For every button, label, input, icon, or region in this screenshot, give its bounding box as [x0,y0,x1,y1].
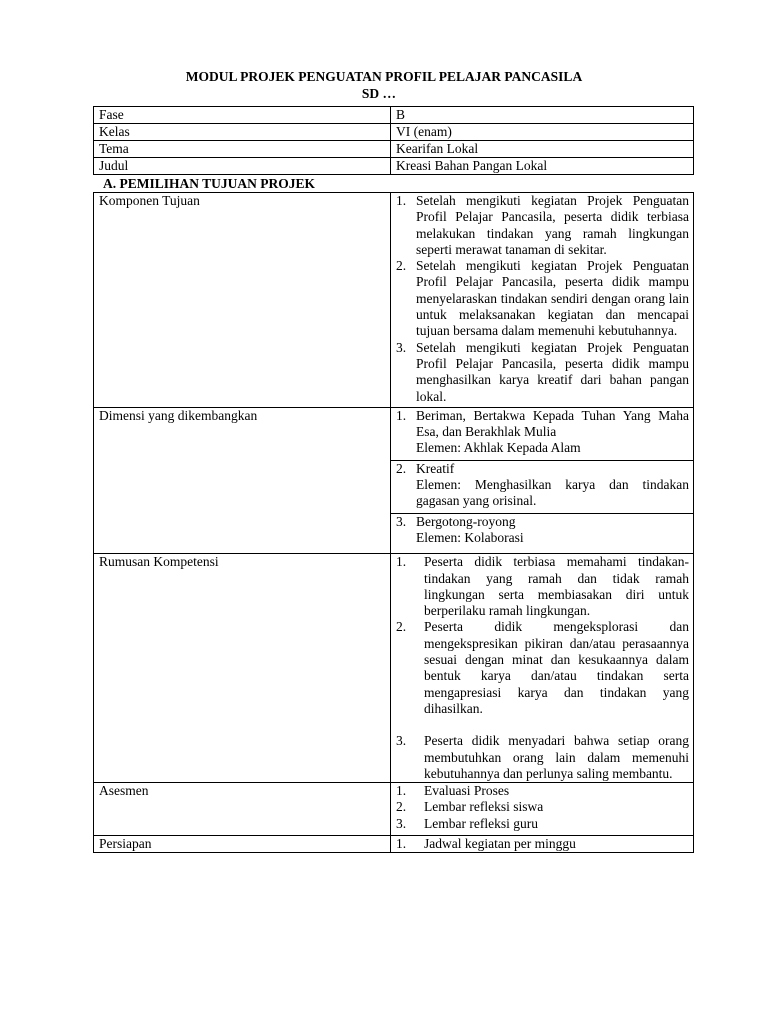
list-item [396,836,689,852]
row-rumusan [94,554,694,783]
list-text: Jadwal kegiatan per minggu [424,835,576,851]
list-item [396,799,689,815]
info-value: Kreasi Bahan Pangan Lokal [391,158,694,175]
title-line-1: MODUL PROJEK PENGUATAN PROFIL PELAJAR PANCASILA [185,69,583,84]
list-number: 1. [396,193,407,208]
info-value: Kearifan Lokal [391,141,694,158]
row-label: Rumusan Kompetensi [94,554,391,783]
list-number: 1. [396,835,407,851]
info-row-judul [94,158,694,175]
info-label: Kelas [94,124,391,141]
list-number: 3. [396,513,407,529]
row-label: Asesmen [94,783,391,836]
list-number: 3. [396,733,407,749]
komponen-list [396,193,689,405]
row-persiapan [94,835,694,852]
objectives-table [93,192,694,853]
list-item [396,783,689,799]
info-row-tema [94,141,694,158]
list-text: Peserta didik mengeksplorasi dan mengekspresikan pikiran dan/atau perasaannya sesuai dengan minat dan kesukaannya dalam bentuk karya dan/atau tindakan serta mengapresiasi karya dan tindakan yang dihasilkan. [424,619,689,716]
list-item [396,733,689,782]
list-item [396,461,689,510]
persiapan-list [396,836,689,852]
dimensi-element: Elemen: Akhlak Kepada Alam [416,440,581,456]
list-text: Setelah mengikuti kegiatan Projek Penguatan Profil Pelajar Pancasila, peserta didik mampu menyelaraskan tindakan sendiri dengan orang lain untuk melaksanakan kegiatan dan mencapai tujuan bersama dalam memenuhi kebutuhannya. [416,258,689,339]
row-content [391,835,694,852]
dimensi-list [396,408,689,457]
row-asesmen [94,783,694,836]
list-item [396,619,689,717]
dimensi-name: Kreatif [416,460,455,476]
dimensi-element: Elemen: Kolaborasi [416,529,524,545]
list-text: Setelah mengikuti kegiatan Projek Penguatan Profil Pelajar Pancasila, peserta didik mampu menghasilkan karya kreatif dari bahan pangan lokal. [416,339,689,404]
info-row-fase [94,107,694,124]
dimensi-block [391,461,693,514]
dimensi-list [396,461,689,510]
list-item [396,554,689,619]
spacer [396,717,689,733]
row-content [391,554,694,783]
list-text: Evaluasi Proses [424,783,510,799]
list-item [396,816,689,832]
asesmen-list [396,783,689,832]
list-text: Lembar refleksi guru [424,815,538,831]
list-text: Setelah mengikuti kegiatan Projek Penguatan Profil Pelajar Pancasila, peserta didik terbiasa melakukan tindakan yang ramah lingkungan seperti merawat tanaman di sekitar. [416,193,689,257]
rumusan-list [396,554,689,717]
list-text: Peserta didik terbiasa memahami tindakan-tindakan yang ramah dan tidak ramah lingkungan serta membiasakan diri untuk berperilaku ramah lingkungan. [424,554,689,619]
list-item [396,340,689,405]
list-number: 2. [396,619,407,635]
row-content [391,783,694,836]
info-value: B [391,107,694,124]
list-number: 3. [396,815,407,831]
info-row-kelas [94,124,694,141]
info-label: Tema [94,141,391,158]
info-value: VI (enam) [391,124,694,141]
list-text: Peserta didik menyadari bahwa setiap orang membutuhkan orang lain dalam memenuhi kebutuhannya dan perlunya saling membantu. [424,733,689,781]
list-number: 2. [396,258,407,274]
section-heading: A. PEMILIHAN TUJUAN PROJEK [103,176,316,191]
info-label: Judul [94,158,391,175]
row-komponen-tujuan [94,193,694,408]
list-number: 1. [396,554,407,570]
list-item [396,514,689,547]
dimensi-list [396,514,689,547]
list-number: 3. [396,339,407,355]
list-number: 2. [396,799,407,815]
info-label: Fase [94,107,391,124]
row-label: Dimensi yang dikembangkan [94,407,391,553]
list-number: 1. [396,407,407,423]
dimensi-block [391,514,693,554]
list-item [396,193,689,258]
row-label: Komponen Tujuan [94,193,391,408]
list-number: 1. [396,783,407,799]
list-text: Lembar refleksi siswa [424,799,544,815]
dimensi-name: Beriman, Bertakwa Kepada Tuhan Yang Maha Esa, dan Berakhlak Mulia [416,407,689,440]
rumusan-list [396,733,689,782]
row-label: Persiapan [94,835,391,852]
dimensi-name: Bergotong-royong [416,513,516,529]
document-title [0,68,768,102]
dimensi-element: Elemen: Menghasilkan karya dan tindakan gagasan yang orisinal. [416,477,689,509]
row-dimensi [94,407,694,553]
title-line-2: SD … [361,86,397,101]
info-table [93,106,694,175]
dimensi-block [391,408,693,461]
list-item [396,258,689,339]
row-content [391,407,694,553]
list-item [396,408,689,457]
list-number: 2. [396,460,407,476]
row-content [391,193,694,408]
